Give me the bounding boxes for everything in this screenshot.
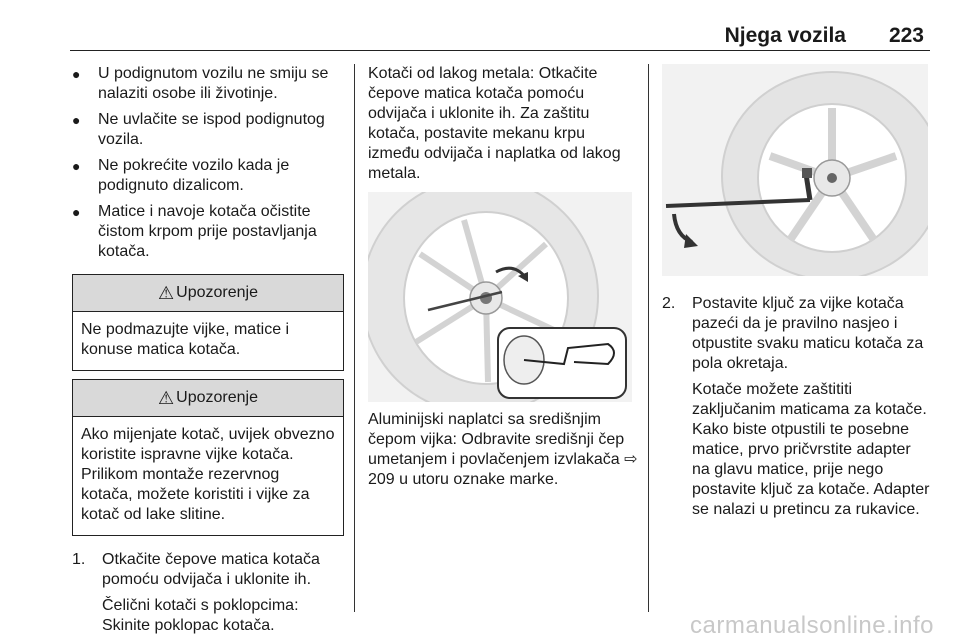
warning-box-2 [72,379,344,536]
step-2 [662,294,932,520]
bullet-icon: ● [72,112,81,128]
warning-header [73,275,343,312]
wheel-cap-illustration [368,192,632,402]
warning-title: Upozorenje [176,389,258,406]
bullet-text: Ne pokrećite vozilo kada je podignuto dizalicom. [98,157,290,194]
bullet-text: Matice i navoje kotača očistite čistom krpom prije postavljanja kotača. [98,203,317,260]
warning-icon: ⚠ [158,283,175,303]
step-subtext: Čelični kotači s poklopcima: Skinite poklopac kotača. [102,597,299,634]
step-number: 2. [662,295,676,312]
bullet-text: U podignutom vozilu ne smiju se nalaziti osobe ili životinje. [98,65,329,102]
watermark: carmanualsonline.info [690,612,934,639]
warning-box-1 [72,274,344,371]
column-2 [368,64,638,490]
bullet-icon: ● [72,66,81,82]
wheel-wrench-illustration [662,64,928,276]
column-divider-2 [648,64,649,612]
step-number: 1. [72,551,86,568]
page-header [70,20,930,51]
page-number: 223 [888,24,924,47]
column-1 [72,64,344,636]
step-text: Postavite ključ za vijke kotača pazeći da je pravilno nasjeo i otpustite svaku maticu kotača za pola okretaja. [692,295,924,372]
list-item [72,64,344,104]
warning-icon: ⚠ [158,388,175,408]
step-text: Otkačite čepove matica kotača pomoću odvijača i uklonite ih. [102,551,320,588]
step-subtext: Kotače možete zaštititi zaključanim maticama za kotače. Kako biste otpustili te posebne matice, prvo pričvrstite adapter na glavu matice, prije nego postavite ključ za kotače. Adapter se nalazi u pretincu za rukavice. [692,381,930,518]
column-divider-1 [354,64,355,612]
warning-header [73,380,343,417]
warning-text: Ne podmazujte vijke, matice i konuse matica kotača. [81,321,290,358]
bullet-icon: ● [72,158,81,174]
step-1 [72,550,344,636]
reference-arrow-icon: ⇨ [624,451,638,468]
warning-title: Upozorenje [176,284,258,301]
list-item [72,202,344,262]
list-item [72,110,344,150]
section-title: Njega vozila [724,24,846,47]
paragraph-center-cap: Aluminijski naplatci sa središnjim čepom vijka: Odbravite središnji čep umetanjem i povlačenjem izvlakača ⇨ 209 u utoru oznake marke. [368,411,638,488]
bullet-icon: ● [72,204,81,220]
column-3 [662,64,932,520]
warning-text: Ako mijenjate kotač, uvijek obvezno koristite ispravne vijke kotača. Prilikom montaže rezervnog kotača, možete koristiti i vijke za kotač od lake slitine. [81,426,335,523]
bullet-text: Ne uvlačite se ispod podignutog vozila. [98,111,325,148]
list-item [72,156,344,196]
paragraph-alloy: Kotači od lakog metala: Otkačite čepove matica kotača pomoću odvijača i uklonite ih. Za zaštitu kotača, postavite mekanu krpu između odvijača i naplatka od lakog metala. [368,65,621,182]
